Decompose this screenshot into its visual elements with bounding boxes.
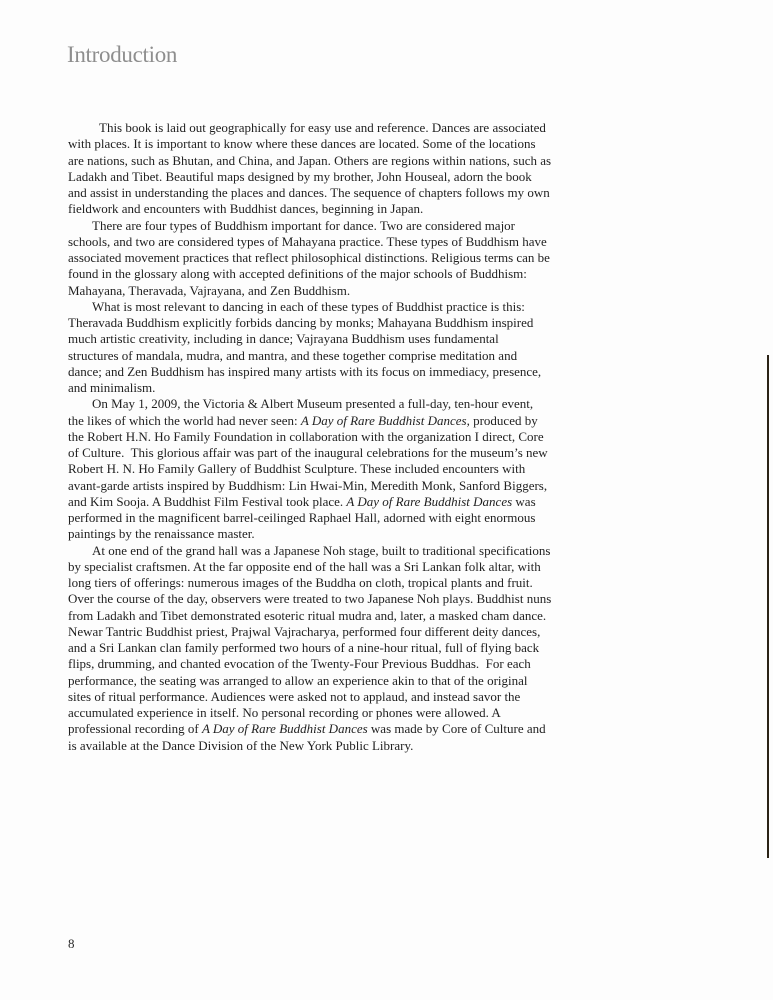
text-run: was made by Core of Culture and is available at the Dance Division of the New York Public Library.	[68, 721, 549, 753]
paragraph	[68, 120, 555, 218]
paragraph	[68, 396, 552, 542]
text-run: produced by the Robert H.N. Ho Family Foundation in collaboration with the organization I direct, Core of Culture. This glorious affair was part of the inaugural celebrations for the museum’s new Robert H. N. Ho Family Gallery of Buddhist Sculpture. These included encounters with avant-garde artists inspired by Buddhism: Lin Hwai-Min, Meredith Monk, Sanford Biggers, and Kim Sooja. A Buddhist Film Festival took place.	[68, 412, 551, 509]
italic-text-run: A Day of Rare Buddhist Dances	[346, 493, 513, 509]
body-text	[68, 120, 555, 754]
scan-edge-artifact	[767, 355, 769, 858]
italic-text-run: A Day of Rare Buddhist Dances,	[300, 412, 470, 428]
text-run: There are four types of Buddhism important for dance. Two are considered major schools, and two are considered types of Mahayana practice. These types of Buddhism have associated movement practices that reflect philosophical distinctions. Religious terms can be found in the glossary along with accepted definitions of the major schools of Buddhism: Mahayana, Theravada, Vajrayana, and Zen Buddhism.	[68, 217, 554, 298]
text-run: What is most relevant to dancing in each of these types of Buddhist practice is this: Theravada Buddhism explicitly forbids dancing by monks; Mahayana Buddhism inspired much artistic creativity, including in dance; Vajrayana Buddhism uses fundamental structures of mandala, mudra, and mantra, and these together comprise meditation and dance; and Zen Buddhism has inspired many artists with its focus on immediacy, presence, and minimalism.	[68, 298, 545, 395]
text-run: At one end of the grand hall was a Japanese Noh stage, built to traditional specifications by specialist craftsmen. At the far opposite end of the hall was a Sri Lankan folk altar, with long tiers of offerings: numerous images of the Buddha on cloth, tropical plants and fruit. Over the course of the day, observers were treated to two Japanese Noh plays. Buddhist nuns from Ladakh and Tibet demonstrated esoteric ritual mudra and, later, a masked cham dance. Newar Tantric Buddhist priest, Prajwal Vajracharya, performed four different deity dances, and a Sri Lankan clan family performed two hours of a nine-hour ritual, full of flying back flips, drumming, and chanted evocation of the Twenty-Four Previous Buddhas. For each performance, the seating was arranged to allow an experience akin to that of the original sites of ritual performance. Audiences were asked not to applaud, and instead savor the accumulated experience in itself. No personal recording or phones were allowed. A professional recording of	[68, 542, 555, 737]
italic-text-run: A Day of Rare Buddhist Dances	[201, 721, 368, 737]
page-number: 8	[68, 936, 75, 951]
paragraph	[68, 218, 552, 299]
text-run: This book is laid out geographically for easy use and reference. Dances are associated with places. It is important to know where these dances are located. Some of the locations are nations, such as Bhutan, and China, and Japan. Others are regions within nations, such as Ladakh and Tibet. Beautiful maps designed by my brother, John Houseal, adorn the book and assist in understanding the places and dances. The sequence of chapters follows my own fieldwork and encounters with Buddhist dances, beginning in Japan.	[68, 120, 555, 217]
paragraph	[68, 542, 555, 754]
page-title: Introduction	[67, 42, 178, 67]
text-run: was performed in the magnificent barrel-ceilinged Raphael Hall, adorned with eight enormous paintings by the renaissance master.	[68, 493, 539, 542]
text-run: On May 1, 2009, the Victoria & Albert Museum presented a full-day, ten-hour event, the likes of which the world had never seen:	[68, 396, 537, 428]
paragraph	[68, 299, 552, 397]
